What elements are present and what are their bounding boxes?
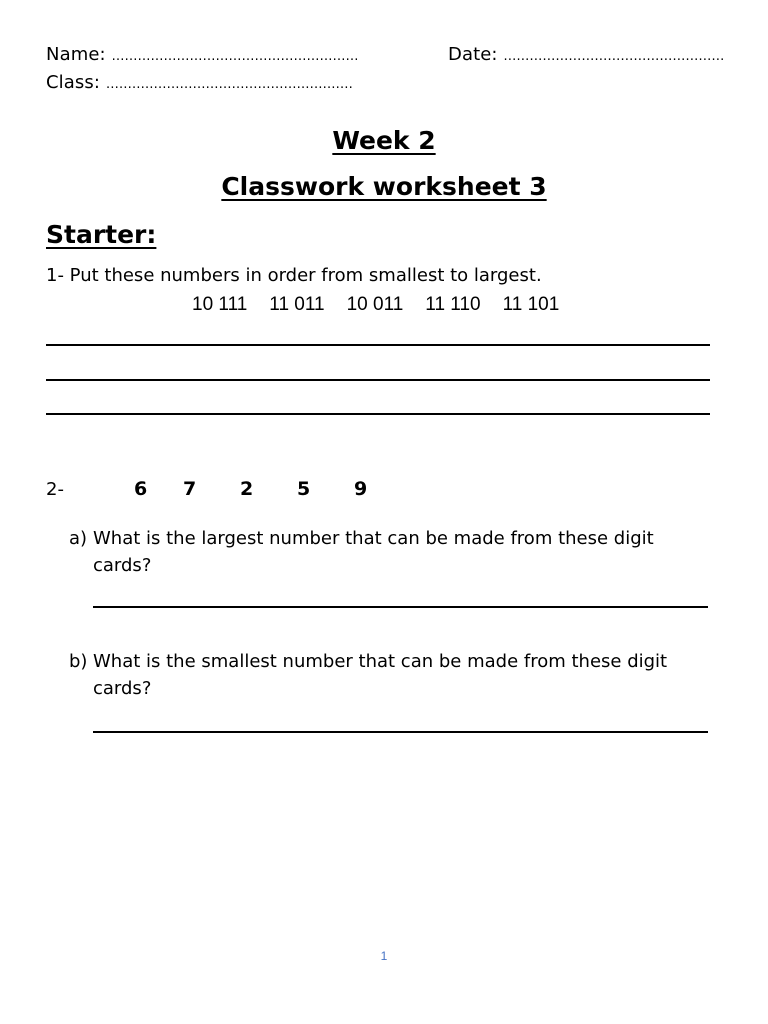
number-item: 11 011 (269, 294, 325, 315)
digit-card: 2 (240, 478, 254, 500)
number-item: 11 101 (502, 294, 560, 315)
part-a-label: a) (69, 528, 88, 549)
class-field (46, 72, 353, 93)
worksheet-title: Classwork worksheet 3 (221, 172, 547, 201)
answer-line[interactable] (46, 413, 710, 415)
answer-line[interactable] (46, 344, 710, 346)
digit-card: 6 (134, 478, 148, 500)
answer-line[interactable] (46, 379, 710, 381)
date-blank[interactable]: …………………………………………… (503, 49, 725, 64)
part-a-text-line-1: What is the largest number that can be made from these digit (93, 528, 654, 549)
page-number: 1 (380, 949, 388, 963)
question-1-text: 1- Put these numbers in order from smallest to largest. (46, 265, 542, 286)
name-field (46, 44, 359, 65)
part-b-label: b) (69, 651, 88, 672)
week-title: Week 2 (332, 126, 436, 155)
part-a-answer-line[interactable] (93, 606, 708, 608)
date-field (448, 44, 724, 65)
number-item: 10 011 (346, 294, 404, 315)
question-1-numbers (181, 294, 570, 316)
question-2-label: 2- (46, 479, 64, 500)
name-label: Name: (46, 44, 106, 65)
class-label: Class: (46, 72, 101, 93)
part-b-text-line-2: cards? (93, 678, 152, 699)
part-a-text-line-2: cards? (93, 555, 152, 576)
name-blank[interactable]: ………………………………………………… (111, 49, 359, 64)
digit-cards (0, 478, 768, 504)
starter-heading: Starter: (46, 220, 157, 249)
part-b-answer-line[interactable] (93, 731, 708, 733)
part-b-text-line-1: What is the smallest number that can be made from these digit (93, 651, 668, 672)
date-label: Date: (448, 44, 498, 65)
digit-card: 9 (354, 478, 368, 500)
number-item: 10 111 (192, 294, 248, 315)
digit-card: 7 (183, 478, 197, 500)
number-item: 11 110 (425, 294, 481, 315)
digit-card: 5 (297, 478, 311, 500)
class-blank[interactable]: ………………………………………………… (105, 77, 353, 92)
